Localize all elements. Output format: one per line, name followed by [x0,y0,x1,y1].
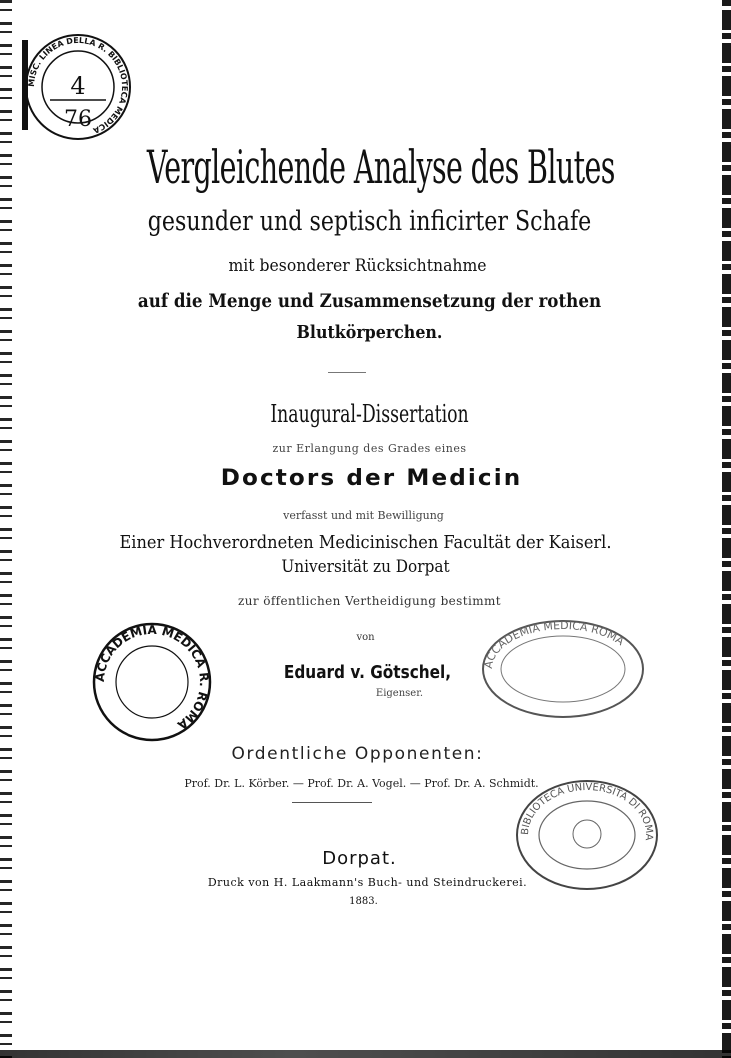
opponents-list: Prof. Dr. L. Körber. — Prof. Dr. A. Vogel. — Prof. Dr. A. Schmidt. [184,777,539,790]
university-line: Universität zu Dorpat [281,557,450,577]
faculty-line: Einer Hochverordneten Medicinischen Facultät der Kaiserl. [119,532,612,553]
degree-line: Doctors der Medicin [220,466,523,491]
opponents-heading: Ordentliche Opponenten: [231,744,484,764]
scan-edge-bottom [0,1050,731,1058]
stamp-ring-text: MISC. LINEA DELLA R. BIBLIOTECA MEDICA [26,35,130,136]
academy-stamp-text: ACCADEMIA MEDICA R. ROMA [92,622,212,733]
subtitle-line-3: mit besonderer Rücksichtnahme [228,256,487,276]
svg-text:BIBLIOTECA UNIVERSITÀ DI ROMA [520,782,654,841]
stamp-number-2: 76 [64,107,92,132]
printer-line: Druck von H. Laakmann's Buch- und Steindruckerei. [207,876,528,889]
by-line: von [356,632,375,643]
approval-line: verfasst und mit Bewilligung [283,509,444,522]
library-stamp-top-left [18,22,138,152]
place-line: Dorpat. [322,848,397,869]
dissertation-heading: Inaugural-Dissertation [270,400,469,428]
purpose-line: zur Erlangung des Grades eines [272,442,467,455]
subtitle: gesunder und septisch inficirter Schafe [147,206,592,237]
oval-stamp-text: ACCADEMIA MEDICA ROMA [481,618,627,670]
divider-rule-2 [292,802,372,803]
author-name: Eduard v. Götschel, [283,662,452,683]
defense-line: zur öffentlichen Vertheidigung bestimmt [238,594,501,608]
year-line: 1883. [349,896,378,907]
stamp-number-1: 4 [70,72,86,100]
main-title: Vergleichende Analyse des Blutes [146,140,615,194]
subtitle-line-5: Blutkörperchen. [296,322,443,343]
divider-rule [328,372,366,373]
author-role: Eigenser. [375,688,424,699]
bottom-stamp-text: BIBLIOTECA UNIVERSITÀ DI ROMA [519,781,655,841]
subtitle-line-4: auf die Menge und Zusammensetzung der rothen [137,290,602,312]
